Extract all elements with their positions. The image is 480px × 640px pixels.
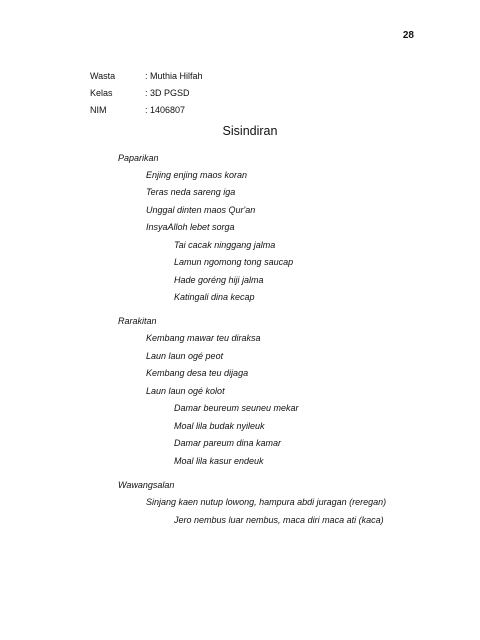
info-row-nim: [90, 105, 185, 116]
info-value: : 1406807: [145, 105, 186, 115]
verse-line: Jero nembus luar nembus, maca diri maca ati (kaca): [174, 515, 384, 525]
verse-line: Tai cacak ninggang jalma: [174, 240, 276, 250]
section-heading-rarakitan: Rarakitan: [118, 316, 157, 326]
verse-line: Enjing enjing maos koran: [146, 170, 248, 180]
verse-line: Hade goréng hiji jalma: [174, 275, 264, 285]
verse-line: Damar pareum dina kamar: [174, 438, 282, 448]
verse-line: Damar beureum seuneu mekar: [174, 403, 299, 413]
page-number: 28: [402, 30, 414, 41]
info-label: Kelas: [90, 88, 113, 98]
verse-line: Unggal dinten maos Qur'an: [146, 205, 256, 215]
info-label: NIM: [90, 105, 107, 115]
info-value: : 3D PGSD: [145, 88, 190, 98]
verse-line: Moal lila budak nyileuk: [174, 421, 265, 431]
verse-line: Lamun ngomong tong saucap: [174, 257, 294, 267]
verse-line: Laun laun ogé peot: [146, 351, 224, 361]
verse-line: Kembang desa teu dijaga: [146, 368, 249, 378]
section-heading-paparikan: Paparikan: [118, 153, 159, 163]
info-label: Wasta: [90, 71, 116, 81]
verse-line: Kembang mawar teu diraksa: [146, 333, 261, 343]
verse-line: Sinjang kaen nutup lowong, hampura abdi juragan (reregan): [146, 497, 387, 507]
info-value: : Muthia Hilfah: [145, 71, 203, 81]
verse-line: InsyaAlloh lebet sorga: [146, 222, 235, 232]
section-heading-wawangsalan: Wawangsalan: [118, 480, 175, 490]
verse-line: Moal lila kasur endeuk: [174, 456, 264, 466]
document-title: Sisindiran: [222, 124, 278, 138]
info-row-wasta: [90, 71, 203, 82]
info-row-kelas: [90, 88, 190, 99]
verse-line: Teras neda sareng iga: [146, 187, 236, 197]
verse-line: Laun laun ogé kolot: [146, 386, 225, 396]
verse-line: Katingali dina kecap: [174, 292, 255, 302]
